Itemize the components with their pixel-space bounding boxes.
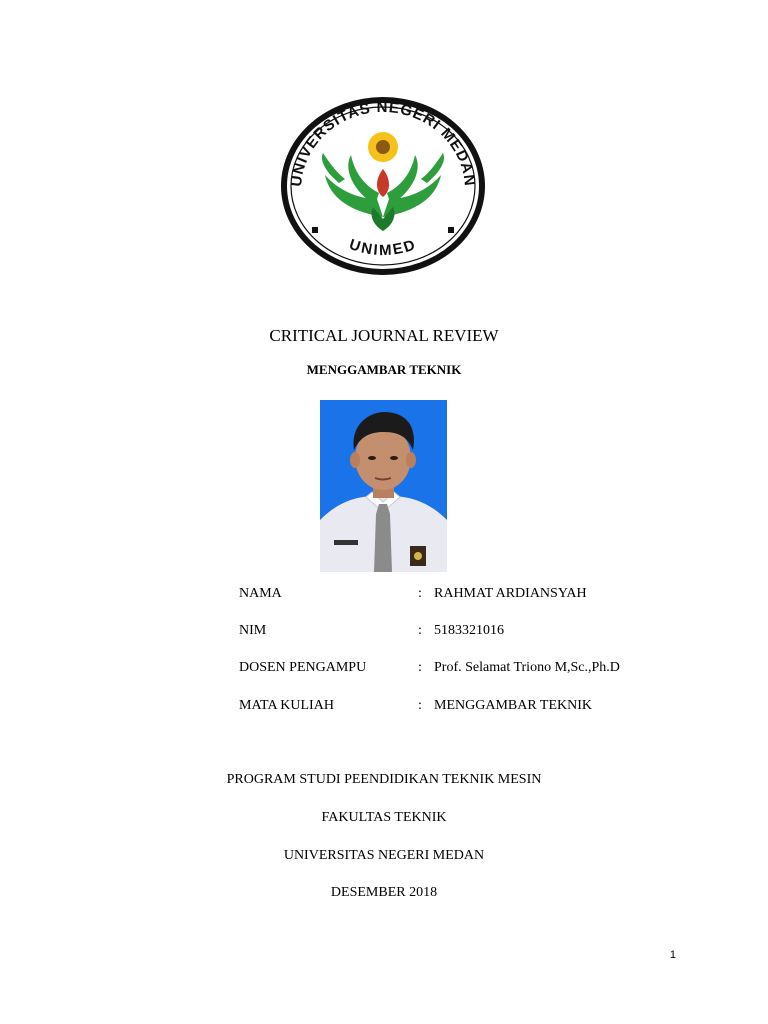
student-photo	[320, 400, 447, 572]
document-title: CRITICAL JOURNAL REVIEW	[269, 326, 499, 345]
info-label: NAMA	[239, 586, 282, 601]
info-value: Prof. Selamat Triono M,Sc.,Ph.D	[434, 660, 620, 675]
crest-arc-text: UNIVERSITAS NEGERI MEDAN	[287, 98, 479, 188]
info-row-mata-kuliah	[0, 698, 768, 718]
info-row-nim	[0, 623, 768, 643]
unimed-crest-icon	[279, 95, 487, 277]
info-separator: :	[418, 623, 422, 638]
student-portrait	[320, 400, 447, 572]
info-separator: :	[418, 660, 422, 675]
crest-bottom-text: UNIMED	[347, 235, 419, 260]
program-name: PROGRAM STUDI PEENDIDIKAN TEKNIK MESIN	[226, 772, 542, 787]
university-logo	[279, 95, 487, 277]
info-value: MENGGAMBAR TEKNIK	[434, 698, 593, 713]
info-separator: :	[418, 698, 422, 713]
page-number: 1	[669, 949, 676, 961]
info-value: RAHMAT ARDIANSYAH	[434, 586, 587, 601]
document-subtitle: MENGGAMBAR TEKNIK	[306, 362, 462, 377]
info-row-dosen	[0, 660, 768, 680]
document-date: DESEMBER 2018	[330, 885, 438, 900]
sun-icon	[368, 132, 398, 162]
info-label: DOSEN PENGAMPU	[239, 660, 367, 675]
info-value: 5183321016	[434, 623, 504, 638]
info-label: NIM	[239, 623, 267, 638]
faculty-name: FAKULTAS TEKNIK	[321, 810, 447, 825]
info-separator: :	[418, 586, 422, 601]
info-row-nama	[0, 586, 768, 606]
info-label: MATA KULIAH	[239, 698, 334, 713]
university-name: UNIVERSITAS NEGERI MEDAN	[283, 848, 485, 863]
